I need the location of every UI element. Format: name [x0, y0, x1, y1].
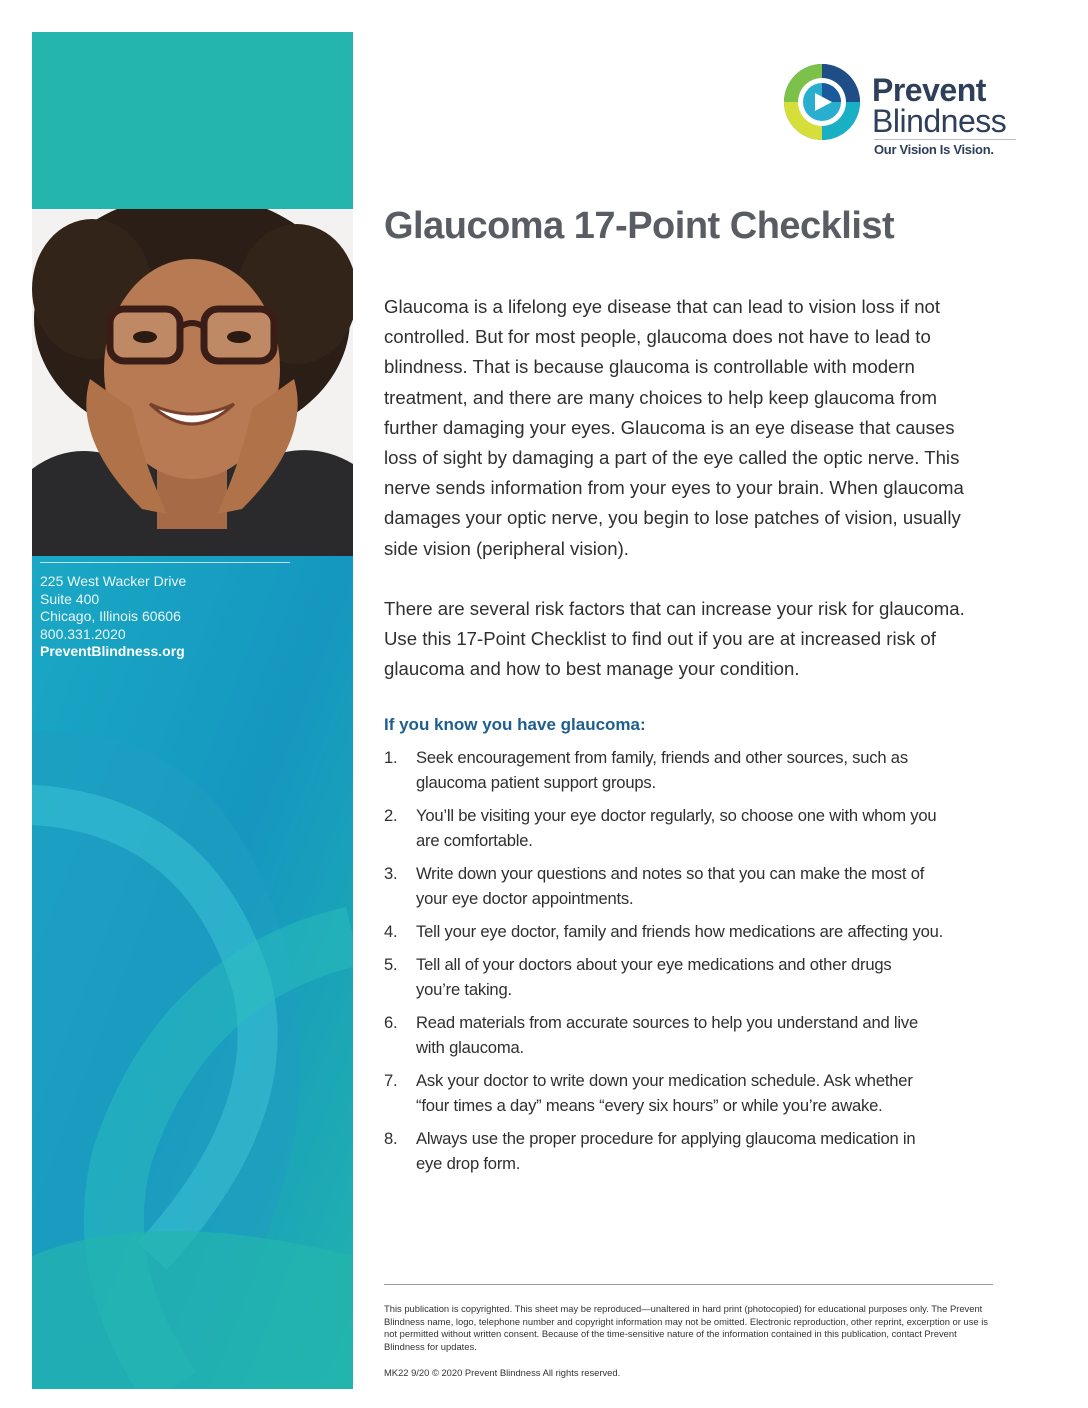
page-title: Glaucoma 17-Point Checklist	[384, 205, 895, 247]
address-block	[40, 562, 290, 661]
checklist-item	[384, 1068, 944, 1118]
checklist-item	[384, 1010, 944, 1060]
checklist-item	[384, 952, 944, 1002]
intro-paragraph-1: Glaucoma is a lifelong eye disease that can lead to vision loss if not controlled. But for most people, glaucoma does not have to lead to blindness. That is because glaucoma is controllable with modern treatment, and there are many choices to help keep glaucoma from further damaging your eyes. Glaucoma is an eye disease that causes loss of sight by damaging a part of the eye called the optic nerve. This nerve sends information from your eyes to your brain. When glaucoma damages your optic nerve, you begin to lose patches of vision, usually side vision (peripheral vision).	[384, 296, 964, 559]
checklist-item	[384, 861, 944, 911]
item-text: You’ll be visiting your eye doctor regularly, so choose one with whom you are comfortable.	[416, 806, 937, 851]
checklist	[384, 745, 944, 1176]
teal-swirl-background	[32, 556, 353, 1389]
address-city: Chicago, Illinois 60606	[40, 608, 181, 625]
woman-with-glasses-photo	[32, 209, 353, 556]
address-suite: Suite 400	[40, 590, 100, 607]
item-number: 8.	[384, 1129, 398, 1149]
item-number: 5.	[384, 955, 398, 975]
publication-code: MK22 9/20 © 2020 Prevent Blindness All rights reserved.	[384, 1367, 621, 1378]
eye-logo-icon	[782, 62, 862, 142]
logo-divider	[874, 139, 1016, 140]
checklist-item	[384, 919, 944, 944]
logo-name-line1: Prevent	[872, 72, 986, 108]
item-text: Seek encouragement from family, friends and other sources, such as glaucoma patient support groups.	[416, 748, 908, 793]
item-number: 6.	[384, 1013, 398, 1033]
checklist-subhead: If you know you have glaucoma:	[384, 715, 646, 735]
checklist-item	[384, 803, 944, 853]
item-number: 2.	[384, 806, 398, 826]
main-content	[384, 200, 994, 1184]
prevent-blindness-logo	[782, 62, 1022, 162]
website-link[interactable]: PreventBlindness.org	[40, 643, 185, 660]
logo-name-line2: Blindness	[872, 103, 1007, 139]
left-sidebar	[32, 32, 353, 1389]
address-phone: 800.331.2020	[40, 625, 126, 642]
address-divider	[40, 562, 290, 563]
intro-text	[384, 292, 984, 684]
address-street: 225 West Wacker Drive	[40, 573, 187, 589]
item-text: Tell all of your doctors about your eye medications and other drugs you’re taking.	[416, 955, 910, 1000]
checklist-item	[384, 745, 944, 795]
item-number: 1.	[384, 748, 398, 768]
item-text: Ask your doctor to write down your medication schedule. Ask whether “four times a day” means “every six hours” or while you’re awake.	[416, 1071, 913, 1116]
checklist-item	[384, 1126, 944, 1176]
item-text: Read materials from accurate sources to help you understand and live with glaucoma.	[416, 1013, 919, 1058]
item-text: Always use the proper procedure for applying glaucoma medication in eye drop form.	[416, 1129, 916, 1174]
logo-tagline: Our Vision Is Vision.	[874, 142, 994, 157]
item-number: 7.	[384, 1071, 398, 1091]
teal-banner	[32, 32, 353, 209]
intro-paragraph-2: There are several risk factors that can increase your risk for glaucoma. Use this 17-Point Checklist to find out if you are at increased risk of glaucoma and how to best manage your condition.	[384, 597, 965, 680]
item-number: 4.	[384, 922, 398, 942]
item-text: Write down your questions and notes so that you can make the most of your eye doctor appointments.	[416, 864, 925, 909]
item-number: 3.	[384, 864, 398, 884]
item-text: Tell your eye doctor, family and friends how medications are affecting you.	[416, 922, 944, 942]
footer-divider	[384, 1284, 993, 1285]
copyright-notice: This publication is copyrighted. This sheet may be reproduced—unaltered in hard print (photocopied) for educational purposes only. The Prevent Blindness name, logo, telephone number and copyright information may not be omitted. Electronic reproduction, other reprint, excerption or use is not permitted without written consent. Because of the time-sensitive nature of the information contained in this publication, contact Prevent Blindness for updates.	[384, 1303, 988, 1352]
